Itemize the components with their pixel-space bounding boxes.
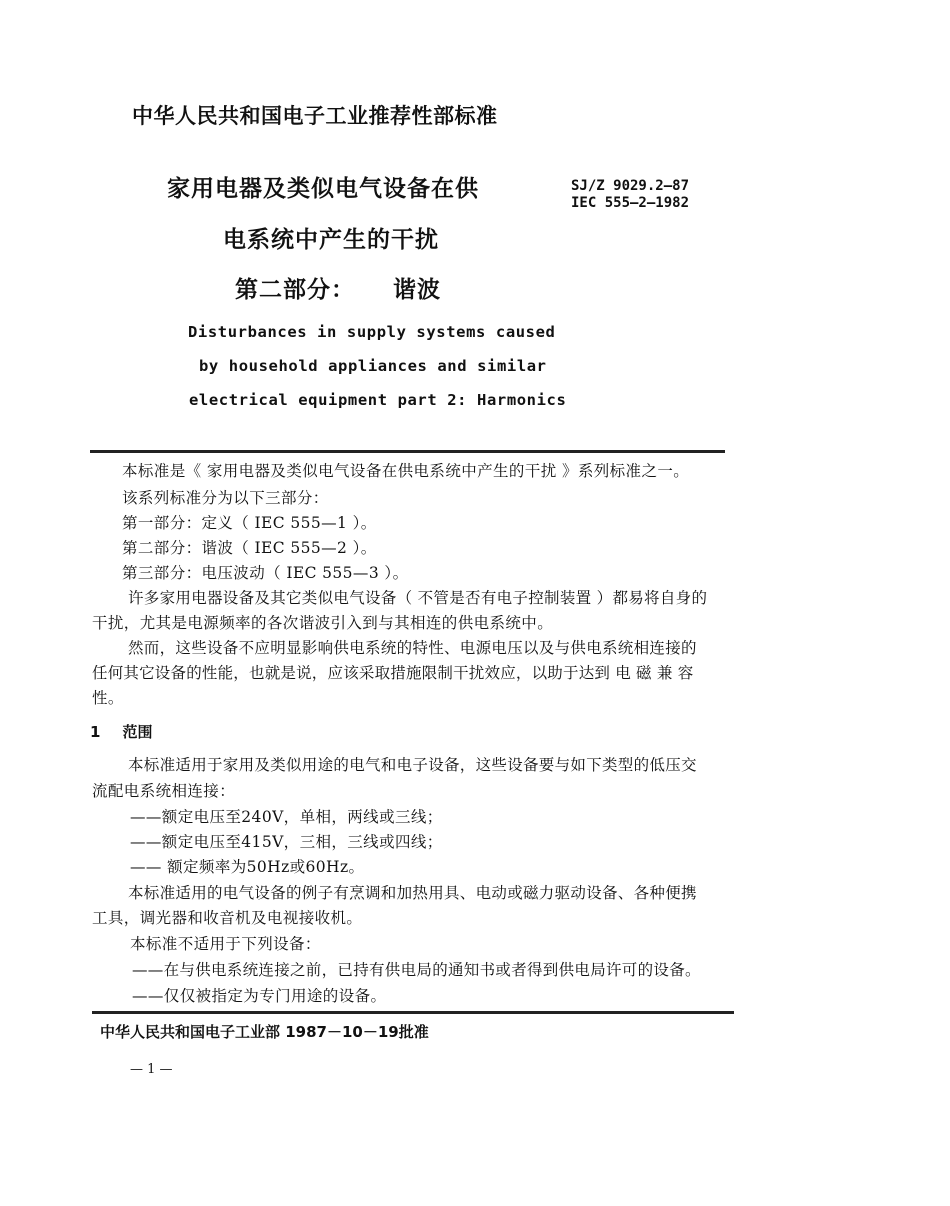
scope-bullet-3: —— 额定频率为50Hz或60Hz。: [130, 858, 365, 876]
page-number: — 1 —: [130, 1062, 173, 1077]
scope-bullet-2: ——额定电压至415V，三相，三线或四线；: [130, 833, 443, 851]
title-cn-line-2: 电系统中产生的干扰: [223, 227, 439, 253]
scope-line-1: 本标准适用于家用及类似用途的电气和电子设备，这些设备要与如下类型的低压交: [128, 756, 697, 774]
top-divider: [90, 450, 725, 453]
scope-exclusion-1: ——在与供电系统连接之前，已持有供电局的通知书或者得到供电局许可的设备。: [132, 961, 701, 979]
scope-line-8: 本标准不适用于下列设备：: [130, 935, 321, 953]
intro-line-10: 性。: [92, 689, 124, 707]
part-label: 第二部分：: [235, 277, 355, 303]
title-cn-line-1: 家用电器及类似电气设备在供: [167, 176, 479, 202]
bottom-divider: [92, 1011, 734, 1014]
sj-code: SJ/Z 9029.2—87: [571, 178, 690, 194]
scope-bullet-1: ——额定电压至240V，单相，两线或三线；: [130, 808, 443, 826]
section-1-title: 范围: [122, 723, 153, 741]
title-en-line-2: by household appliances and similar: [199, 357, 547, 375]
scope-line-2: 流配电系统相连接：: [92, 782, 236, 800]
intro-line-1: 本标准是《 家用电器及类似电气设备在供电系统中产生的干扰 》系列标准之一。: [122, 462, 690, 480]
scope-line-6: 本标准适用的电气设备的例子有烹调和加热用具、电动或磁力驱动设备、各种便携: [128, 884, 697, 902]
title-cn-part: [235, 271, 441, 304]
part-subject: 谐波: [393, 277, 441, 303]
section-1-heading: [90, 721, 152, 742]
intro-line-7: 干扰，尤其是电源频率的各次谐波引入到与其相连的供电系统中。: [92, 614, 554, 632]
intro-line-6: 许多家用电器设备及其它类似电气设备（ 不管是否有电子控制装置 ）都易将自身的: [128, 589, 708, 607]
issuing-authority-header: 中华人民共和国电子工业推荐性部标准: [132, 104, 498, 128]
intro-line-4: 第二部分：谐波（ IEC 555—2 ）。: [122, 539, 377, 557]
scope-exclusion-2: ——仅仅被指定为专门用途的设备。: [132, 987, 387, 1005]
standard-code-block: [571, 178, 689, 212]
approval-line: 中华人民共和国电子工业部 1987－10－19批准: [100, 1023, 429, 1041]
title-en-line-3: electrical equipment part 2: Harmonics: [189, 391, 567, 409]
section-1-number: 1: [90, 723, 101, 741]
scope-line-7: 工具，调光器和收音机及电视接收机。: [92, 909, 363, 927]
intro-line-9: 任何其它设备的性能，也就是说，应该采取措施限制干扰效应，以助于达到 电 磁 兼 容: [92, 664, 694, 682]
title-en-line-1: Disturbances in supply systems caused: [188, 323, 556, 341]
intro-line-2: 该系列标准分为以下三部分：: [122, 489, 329, 507]
intro-line-5: 第三部分：电压波动（ IEC 555—3 ）。: [122, 564, 409, 582]
intro-line-3: 第一部分：定义（ IEC 555—1 ）。: [122, 514, 377, 532]
iec-code: IEC 555—2—1982: [571, 195, 690, 211]
intro-line-8: 然而，这些设备不应明显影响供电系统的特性、电源电压以及与供电系统相连接的: [128, 639, 697, 657]
